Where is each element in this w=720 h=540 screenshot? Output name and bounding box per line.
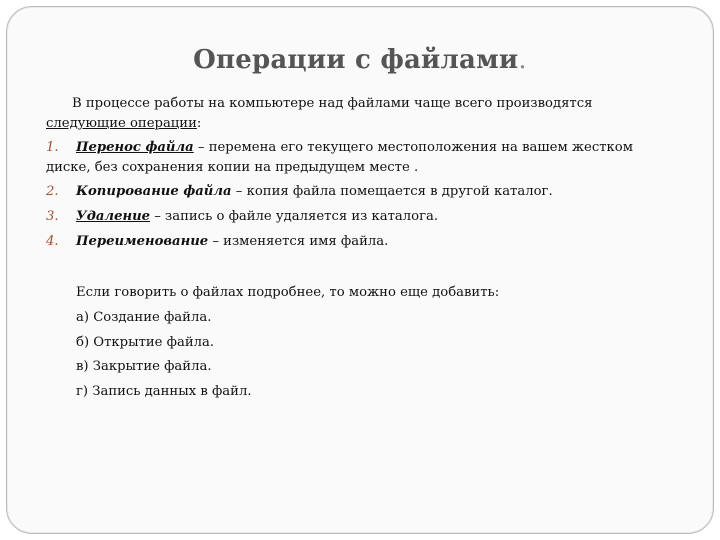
list-item: 4. Переименование – изменяется имя файла. — [46, 232, 656, 252]
slide-title: Операции с файлами. — [193, 45, 527, 75]
intro-paragraph: В процессе работы на компьютере над файлами чаще всего производятся следующие операции: — [46, 94, 656, 134]
more-lead-text: Если говорить о файлах подробнее, то можно еще добавить: — [76, 285, 500, 300]
list-description: перемена его текущего местоположения на вашем жестком диске, без сохранения копии на предыдущем месте . — [46, 140, 633, 175]
more-list-item: в) Закрытие файла. — [76, 359, 212, 374]
list-item: 2. Копирование файла – копия файла помещается в другой каталог. — [46, 182, 656, 202]
list-description: запись о файле удаляется из каталога. — [165, 209, 439, 224]
list-number: 1. — [46, 140, 59, 155]
list-term: Копирование файла — [76, 184, 232, 199]
list-term: Переименование — [76, 234, 209, 249]
list-number: 4. — [46, 234, 59, 249]
list-description: копия файла помещается в другой каталог. — [246, 184, 553, 199]
intro-line: В процессе работы на компьютере над файлами чаще всего производятся — [72, 96, 593, 111]
more-list-item: б) Открытие файла. — [76, 335, 215, 350]
list-item: 1. Перенос файла – перемена его текущего местоположения на вашем жестком диске, без сохранения копии на предыдущем месте . — [46, 140, 633, 175]
more-list-item: г) Запись данных в файл. — [76, 384, 252, 399]
list-term: Удаление — [76, 209, 151, 224]
list-term: Перенос файла — [76, 140, 194, 155]
list-number: 2. — [46, 184, 59, 199]
intro-underlined-text: следующие операции — [46, 116, 197, 131]
more-list-item: а) Создание файла. — [76, 310, 212, 325]
list-number: 3. — [46, 209, 59, 224]
list-item: 3. Удаление – запись о файле удаляется из каталога. — [46, 207, 656, 227]
list-description: изменяется имя файла. — [223, 234, 389, 249]
slide-frame — [6, 6, 714, 534]
